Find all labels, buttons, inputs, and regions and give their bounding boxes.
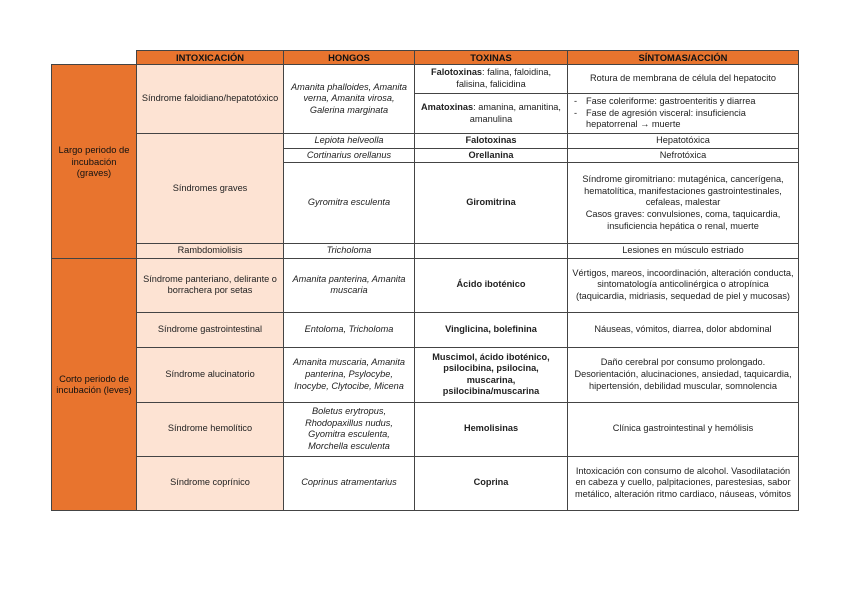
symptom-rotura: Rotura de membrana de célula del hepatocito	[568, 65, 799, 94]
table-row	[52, 244, 799, 259]
table-row	[52, 258, 799, 312]
toxin-coprina: Coprina	[415, 456, 568, 510]
toxin-label: Amatoxinas	[421, 101, 474, 112]
toxin-amatoxinas	[415, 94, 568, 134]
symptom-text: Síndrome giromitriano: mutagénica, cancerígena, hematolítica, manifestaciones gastrointestinales, cefaleas, malestar	[582, 174, 784, 208]
hongo-hemolitico: Boletus erytropus, Rhodopaxillus nudus, Gyomitra esculenta, Morchella esculenta	[284, 402, 415, 456]
header-hongos: HONGOS	[284, 51, 415, 65]
header-toxinas: TOXINAS	[415, 51, 568, 65]
hongo-lepiota: Lepiota helveolla	[284, 134, 415, 149]
table-row	[52, 312, 799, 347]
symptom-alucinatorio: Daño cerebral por consumo prolongado. Desorientación, alucinaciones, ansiedad, taquicardia, hipertensión, debilidad muscular, somnolencia	[568, 347, 799, 402]
toxin-vinglicina: Vinglicina, bolefinina	[415, 312, 568, 347]
table-row	[52, 402, 799, 456]
hongo-coprinico: Coprinus atramentarius	[284, 456, 415, 510]
phase-item: - Fase de agresión visceral: insuficiencia hepatorrenal → muerte	[586, 108, 794, 131]
symptom-giromitriano	[568, 163, 799, 244]
table-row	[52, 456, 799, 510]
symptom-coprinico: Intoxicación con consumo de alcohol. Vasodilatación en cabeza y cuello, palpitaciones, parestesias, sabor metálico, alteración ritmo cardiaco, náuseas, vómitos	[568, 456, 799, 510]
header-row	[52, 51, 799, 65]
symptom-text: Casos graves: convulsiones, coma, taquicardia, insuficiencia hepática o renal, muerte	[585, 208, 781, 231]
symptom-gastrointestinal: Náuseas, vómitos, diarrea, dolor abdominal	[568, 312, 799, 347]
syndrome-panteriano: Síndrome panteriano, delirante o borrachera por setas	[137, 258, 284, 312]
hongo-panteriano: Amanita panterina, Amanita muscaria	[284, 258, 415, 312]
toxin-orellanina: Orellanina	[415, 148, 568, 163]
symptom-nefrotoxica: Nefrotóxica	[568, 148, 799, 163]
header-sintomas: SÍNTOMAS/ACCIÓN	[568, 51, 799, 65]
toxin-giromitrina: Giromitrina	[415, 163, 568, 244]
group-long-incubation: Largo periodo de incubación (graves)	[52, 65, 137, 259]
header-intoxicacion: INTOXICACIÓN	[137, 51, 284, 65]
toxin-detail: : falina, faloidina, falisina, falicidina	[456, 67, 551, 89]
syndrome-hemolitico: Síndrome hemolítico	[137, 402, 284, 456]
toxin-falotoxinas-2: Falotoxinas	[415, 134, 568, 149]
symptom-hemolitico: Clínica gastrointestinal y hemólisis	[568, 402, 799, 456]
table-row	[52, 134, 799, 149]
syndrome-coprinico: Síndrome coprínico	[137, 456, 284, 510]
syndrome-alucinatorio: Síndrome alucinatorio	[137, 347, 284, 402]
table-row	[52, 347, 799, 402]
hongo-cortinarius: Cortinarius orellanus	[284, 148, 415, 163]
syndrome-faloidiano: Síndrome faloidiano/hepatotóxico	[137, 65, 284, 134]
hongo-alucinatorio: Amanita muscaria, Amanita panterina, Psylocybe, Inocybe, Clytocibe, Micena	[284, 347, 415, 402]
hongo-gyromitra: Gyromitra esculenta	[284, 163, 415, 244]
syndrome-graves: Síndromes graves	[137, 134, 284, 244]
toxin-iboteico: Ácido iboténico	[415, 258, 568, 312]
symptom-hepatotoxica: Hepatotóxica	[568, 134, 799, 149]
symptom-panteriano: Vértigos, mareos, incoordinación, alteración conducta, sintomatología anticolinérgica o atropínica (taquicardia, midriasis, sequedad de piel y mucosas)	[568, 258, 799, 312]
toxin-hemolisinas: Hemolisinas	[415, 402, 568, 456]
table-row	[52, 65, 799, 94]
header-blank	[52, 51, 137, 65]
toxin-label: Falotoxinas	[430, 67, 483, 78]
symptom-lesiones: Lesiones en músculo estriado	[568, 244, 799, 259]
syndrome-gastrointestinal: Síndrome gastrointestinal	[137, 312, 284, 347]
toxin-empty	[415, 244, 568, 259]
hongo-faloidiano: Amanita phalloides, Amanita verna, Amanita virosa, Galerina marginata	[284, 65, 415, 134]
hongo-gastrointestinal: Entoloma, Tricholoma	[284, 312, 415, 347]
mushroom-poisoning-table	[51, 50, 799, 511]
group-short-incubation: Corto periodo de incubación (leves)	[52, 258, 137, 510]
phase-item: - Fase coleriforme: gastroenteritis y diarrea	[586, 96, 794, 108]
syndrome-rabdomiolisis: Rambdomiolisis	[137, 244, 284, 259]
symptom-phases	[568, 94, 799, 134]
hongo-tricholoma: Tricholoma	[284, 244, 415, 259]
toxin-falotoxinas	[415, 65, 568, 94]
toxin-detail: : amanina, amanitina, amanulina	[469, 101, 561, 124]
toxin-muscimol: Muscimol, ácido iboténico, psilocibina, psilocina, muscarina, psilocibina/muscarina	[415, 347, 568, 402]
